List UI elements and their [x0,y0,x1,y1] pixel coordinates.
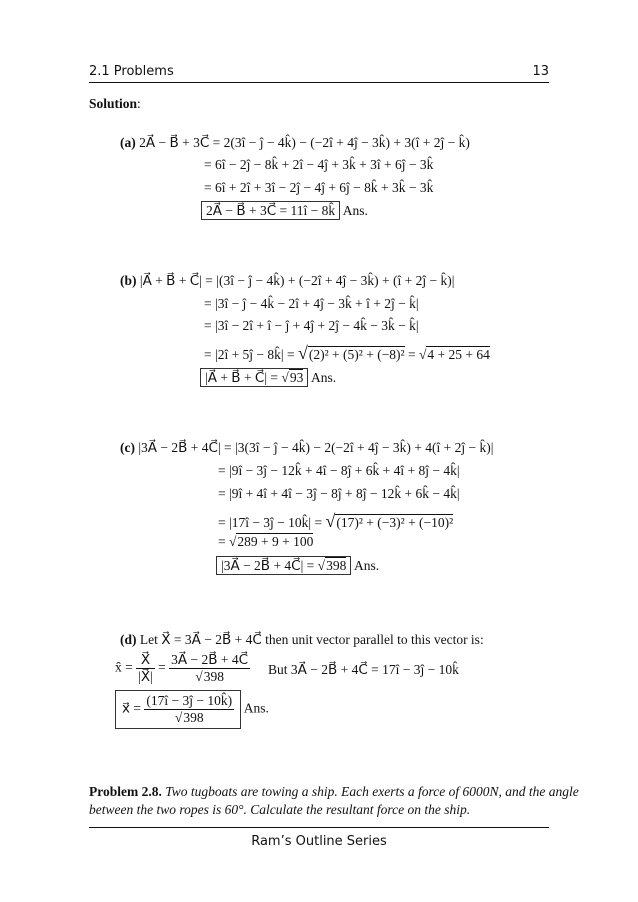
part-a-line-2: = 6î − 2ĵ − 8k̂ + 2î − 4ĵ + 3k̂ + 3î + 6ĵ − 3k̂ [204,157,434,172]
part-b-line-1: (b) |A⃗ + B⃗ + C⃗| = |(3î − ĵ − 4k̂) + (−2î + 4ĵ − 3k̂) + (î + 2ĵ − k̂)| [120,273,455,288]
page-number: 13 [532,64,549,79]
part-b-result: |A⃗ + B⃗ + C⃗| = √93 Ans. [200,370,336,386]
part-c-line-3: = |9î + 4î + 4î − 3ĵ − 8ĵ + 8ĵ − 12k̂ + 6k̂ − 4k̂| [218,486,460,501]
running-header [89,64,549,79]
part-b-line-2: = |3î − ĵ − 4k̂ − 2î + 4ĵ − 3k̂ + î + 2ĵ − k̂| [204,296,419,311]
problem-2-8-line-2: between the two ropes is 60°. Calculate the resultant force on the ship. [89,802,471,817]
part-a-line-1: (a) 2A⃗ − B⃗ + 3C⃗ = 2(3î − ĵ − 4k̂) − (−2î + 4ĵ − 3k̂) + 3(î + 2ĵ − k̂) [120,135,470,150]
part-d-intro: (d) Let X⃗ = 3A⃗ − 2B⃗ + 4C⃗ then unit vector parallel to this vector is: [120,632,484,647]
section-title: 2.1 Problems [89,64,174,79]
part-c-label: (c) [120,440,135,455]
part-c-result: |3A⃗ − 2B⃗ + 4C⃗| = √398 Ans. [216,558,379,574]
part-d-but-line: But 3A⃗ − 2B⃗ + 4C⃗ = 17î − 3ĵ − 10k̂ [268,662,459,677]
solution-heading: Solution: [89,96,141,111]
problem-label: Problem 2.8. [89,784,162,799]
part-a-line-3: = 6î + 2î + 3î − 2ĵ − 4ĵ + 6ĵ − 8k̂ + 3k̂ − 3k̂ [204,180,434,195]
part-a-result: 2A⃗ − B⃗ + 3C⃗ = 11î − 8k̂ Ans. [201,203,368,219]
part-c-line-5: = √289 + 9 + 100 [218,534,314,549]
part-c-line-4: = |17î − 3ĵ − 10k̂| = √(17)² + (−3)² + (−10)² [218,511,454,531]
part-a-label: (a) [120,135,136,150]
running-footer: Ram’s Outline Series [251,834,387,849]
footer-rule [89,827,549,828]
part-d-unit-vector: x̂ = $\frac{X⃗}{|X⃗|}$ = $\frac{3A⃗ - 2B⃗ + 4C⃗}{√398}$ [115,652,249,684]
part-b-line-4: = |2î + 5ĵ − 8k̂| = √(2)² + (5)² + (−8)² = √4 + 25 + 64 [204,343,490,363]
part-d-label: (d) [120,632,137,647]
problem-2-8-line-1: Problem 2.8. Two tugboats are towing a ship. Each exerts a force of 6000N, and the angle [89,784,579,799]
header-rule [89,82,549,83]
part-d-result: x⃗ = $\frac{(17î - 3ĵ - 10k̂)}{√398}$ Ans. [115,690,269,729]
part-c-line-1: (c) |3A⃗ − 2B⃗ + 4C⃗| = |3(3î − ĵ − 4k̂) − 2(−2î + 4ĵ − 3k̂) + 4(î + 2ĵ − k̂)| [120,440,494,455]
part-c-line-2: = |9î − 3ĵ − 12k̂ + 4î − 8ĵ + 6k̂ + 4î + 8ĵ − 4k̂| [218,463,460,478]
part-b-line-3: = |3î − 2î + î − ĵ + 4ĵ + 2ĵ − 4k̂ − 3k̂ − k̂| [204,318,419,333]
part-b-label: (b) [120,273,137,288]
